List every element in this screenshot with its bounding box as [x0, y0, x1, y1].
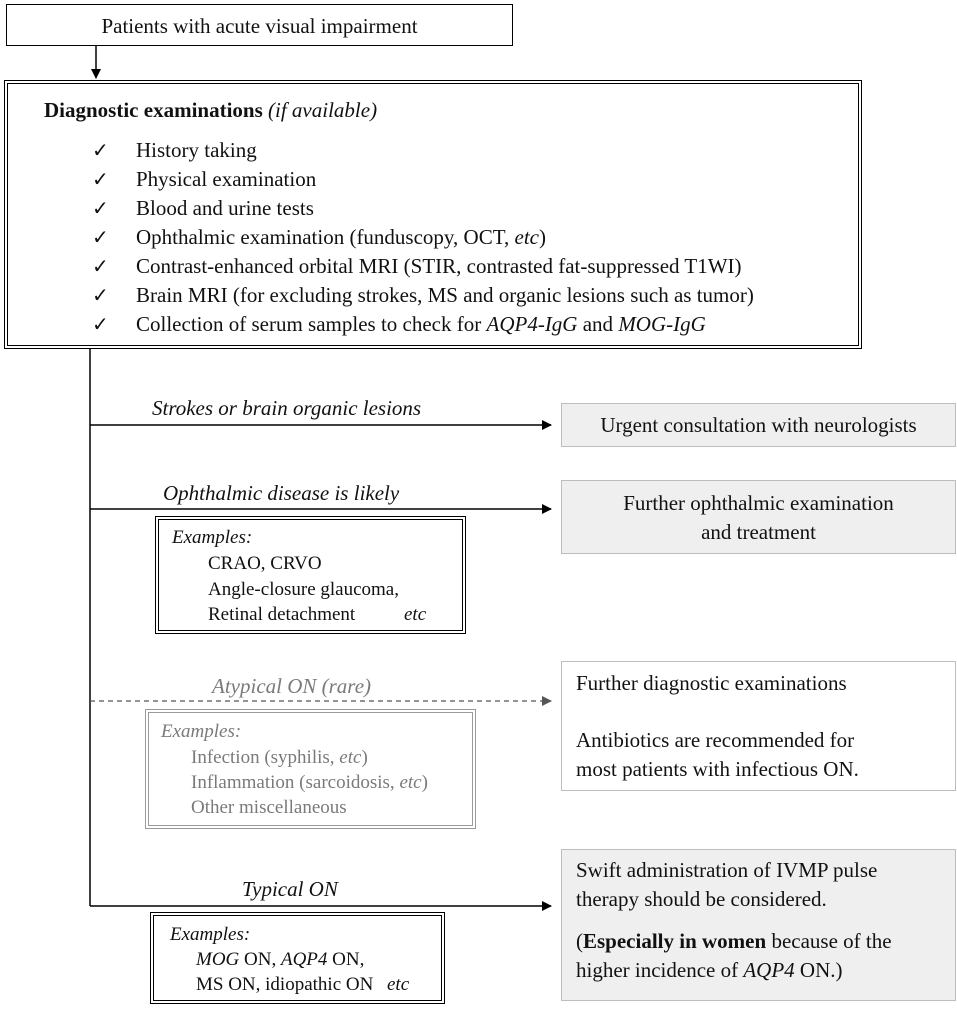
- diagnostic-item-text: etc: [514, 225, 539, 249]
- check-icon: ✓: [92, 140, 109, 162]
- example-atypical-2-a: Inflammation (sarcoidosis,: [191, 772, 400, 793]
- examples-title-ophthalmic: Examples:: [172, 527, 253, 548]
- outcome-box-atypical: [561, 661, 956, 791]
- outcome-atypical-line2: Antibiotics are recommended for: [576, 728, 855, 752]
- example-typical-etc: etc: [387, 974, 410, 995]
- outcome-typical-line1: Swift administration of IVMP pulse: [576, 858, 878, 882]
- branch-label-atypical: Atypical ON (rare): [212, 674, 372, 698]
- example-atypical-1-etc: etc: [339, 747, 362, 768]
- diagnostic-item: [136, 254, 742, 279]
- outcome-typical-line3-open: (: [576, 929, 583, 953]
- start-label: Patients with acute visual impairment: [101, 14, 418, 38]
- check-icon: ✓: [92, 285, 109, 307]
- diagnostic-item-text: History taking: [136, 138, 257, 162]
- outcome-typical-line3-bold: Especially in women: [583, 929, 767, 953]
- example-typical-2: MS ON, idiopathic ON: [196, 974, 374, 995]
- example-typical-1: [196, 949, 364, 971]
- diagnostic-item: [136, 138, 257, 163]
- diagnostic-box: [4, 80, 862, 349]
- outcome-atypical-line1: Further diagnostic examinations: [576, 671, 847, 695]
- diagnostic-item-text: and: [577, 312, 619, 336]
- branch-label-typical: Typical ON: [242, 877, 338, 901]
- example-atypical-1-a: Infection (syphilis,: [191, 747, 340, 768]
- examples-title-typical: Examples:: [170, 924, 251, 945]
- outcome-typical-line4-a: higher incidence of: [576, 958, 744, 982]
- outcome-typical-line4-c: ON.): [794, 958, 843, 982]
- diagnostic-item-text: Ophthalmic examination (funduscopy, OCT,: [136, 225, 515, 249]
- outcome-typical-line4: [576, 958, 843, 983]
- outcome-ophthalmic-line2: and treatment: [701, 520, 816, 544]
- outcome-atypical-line3: most patients with infectious ON.: [576, 757, 859, 781]
- outcome-ophthalmic-line1: Further ophthalmic examination: [623, 491, 894, 515]
- start-box: [6, 4, 513, 46]
- diagnostic-item: [136, 312, 706, 337]
- check-icon: ✓: [92, 169, 109, 191]
- diagnostic-item: [136, 225, 546, 250]
- example-atypical-2-etc: etc: [399, 772, 422, 793]
- outcome-typical-line4-aqp4: AQP4: [743, 958, 795, 982]
- examples-title-atypical: Examples:: [161, 721, 242, 742]
- outcome-typical-line2: therapy should be considered.: [576, 887, 827, 911]
- diagnostic-heading-italic: (if available): [268, 98, 378, 122]
- branch-label-ophthalmic: Ophthalmic disease is likely: [163, 481, 400, 505]
- branch-label-strokes: Strokes or brain organic lesions: [152, 396, 422, 420]
- example-atypical-1-c: ): [361, 747, 368, 768]
- examples-box-ophthalmic: [155, 516, 466, 634]
- example-typical-mog: MOG: [196, 949, 240, 970]
- example-atypical-1: [191, 747, 368, 769]
- outcome-box-ophthalmic: [561, 480, 956, 554]
- outcome-box-strokes: [561, 403, 956, 447]
- diagnostic-item-text: ): [539, 225, 546, 249]
- check-icon: ✓: [92, 227, 109, 249]
- diagnostic-item-text: Contrast-enhanced orbital MRI (STIR, contrasted fat-suppressed T1WI): [136, 254, 742, 278]
- example-typical-1-d: ON,: [327, 949, 365, 970]
- example-atypical-3: Other miscellaneous: [191, 797, 347, 818]
- diagnostic-item-text: Collection of serum samples to check for: [136, 312, 487, 336]
- example-atypical-2: [191, 772, 428, 794]
- example-ophthalmic-3: Retinal detachment: [208, 604, 356, 625]
- diagnostic-item-text: AQP4-IgG: [486, 312, 578, 336]
- example-typical-aqp4: AQP4: [280, 949, 328, 970]
- diagnostic-item: [136, 283, 754, 308]
- diagnostic-item: [136, 167, 316, 192]
- outcome-box-typical: [561, 849, 956, 1001]
- example-ophthalmic-2: Angle-closure glaucoma,: [208, 579, 399, 600]
- check-icon: ✓: [92, 314, 109, 336]
- diagnostic-item-text: Physical examination: [136, 167, 317, 191]
- examples-box-atypical: [145, 709, 476, 829]
- diagnostic-item: [136, 196, 314, 221]
- diagnostic-item-text: Blood and urine tests: [136, 196, 314, 220]
- outcome-typical-line3-rest: because of the: [766, 929, 892, 953]
- examples-box-typical: [150, 912, 445, 1004]
- outcome-typical-line3: [576, 929, 892, 954]
- diagnostic-heading-bold: Diagnostic examinations: [44, 98, 263, 122]
- diagnostic-heading: [44, 98, 377, 123]
- diagnostic-item-text: Brain MRI (for excluding strokes, MS and organic lesions such as tumor): [136, 283, 754, 307]
- example-atypical-2-c: ): [421, 772, 428, 793]
- example-ophthalmic-1: CRAO, CRVO: [208, 553, 322, 574]
- check-icon: ✓: [92, 198, 109, 220]
- outcome-strokes-text: Urgent consultation with neurologists: [600, 413, 917, 437]
- example-ophthalmic-etc: etc: [404, 604, 427, 625]
- diagnostic-item-text: MOG-IgG: [618, 312, 706, 336]
- check-icon: ✓: [92, 256, 109, 278]
- example-typical-1-b: ON,: [239, 949, 281, 970]
